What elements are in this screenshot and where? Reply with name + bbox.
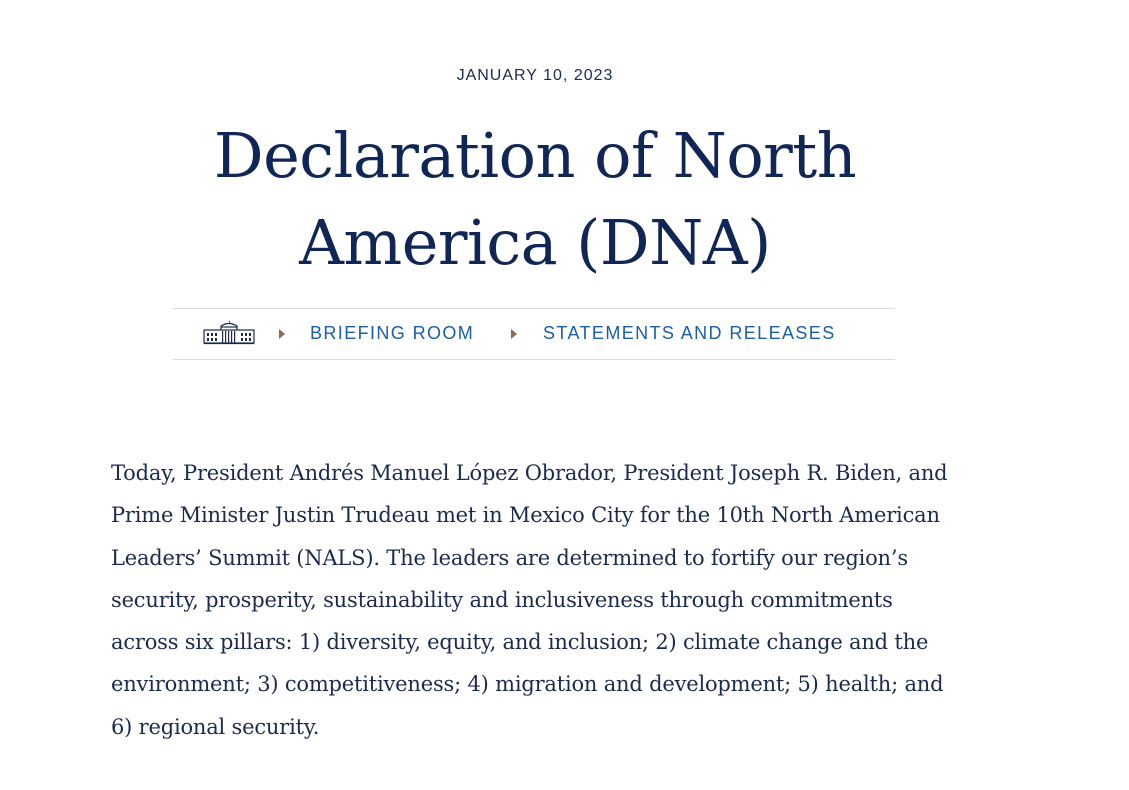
article-date: JANUARY 10, 2023 [456,67,614,84]
chevron-right-icon [511,329,517,339]
article-body: Today, President Andrés Manuel López Obrador, President Joseph R. Biden, and Prime Minister Justin Trudeau met in Mexico City for the 10th North American Leaders’ Summit (NALS). The leaders are determined to fortify our region’s security, prosperity, sustainability and inclusiveness through commitments across six pillars: 1) diversity, equity, and inclusion; 2) climate change and the environment; 3) competitiveness; 4) migration and development; 5) health; and 6) regional security. [111,461,948,739]
chevron-right-icon [279,329,285,339]
breadcrumb-statements-and-releases[interactable]: STATEMENTS AND RELEASES [543,323,836,343]
breadcrumb-briefing-room[interactable]: BRIEFING ROOM [310,323,475,343]
breadcrumb [173,308,895,360]
white-house-icon[interactable] [203,321,255,345]
page-title: Declaration of North America (DNA) [213,119,857,279]
